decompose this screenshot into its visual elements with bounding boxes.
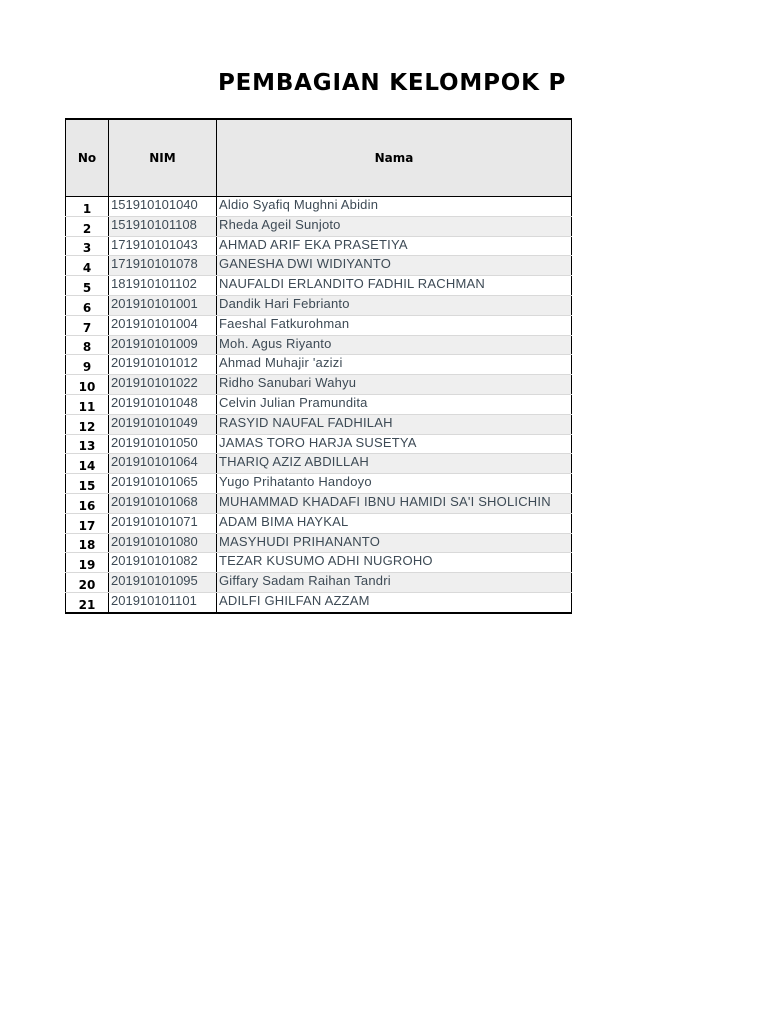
table-header (66, 119, 572, 197)
table-row (66, 553, 572, 573)
cell-no: 21 (66, 592, 109, 612)
cell-nama-text: TEZAR KUSUMO ADHI NUGROHO (219, 553, 433, 569)
cell-nama-text: Dandik Hari Febrianto (219, 295, 350, 311)
header-nama: Nama (217, 119, 572, 197)
header-nim: NIM (109, 119, 217, 197)
cell-nim: 201910101068 (109, 493, 217, 513)
cell-nim: 201910101004 (109, 315, 217, 335)
cell-nim: 201910101080 (109, 533, 217, 553)
cell-no: 18 (66, 533, 109, 553)
table-row (66, 592, 572, 612)
cell-nama (217, 414, 572, 434)
cell-nim: 201910101022 (109, 375, 217, 395)
table-row (66, 454, 572, 474)
cell-nim: 201910101082 (109, 553, 217, 573)
cell-nama-text: Ridho Sanubari Wahyu (219, 375, 357, 391)
cell-nama-text: AHMAD ARIF EKA PRASETIYA (219, 236, 408, 252)
cell-nama-text: Yugo Prihatanto Handoyo (219, 474, 372, 490)
cell-nama-text: MUHAMMAD KHADAFI IBNU HAMIDI SA'I SHOLICHIN (219, 493, 551, 509)
cell-nim: 201910101001 (109, 295, 217, 315)
table-row (66, 513, 572, 533)
cell-no: 17 (66, 513, 109, 533)
group-roster-table (65, 118, 572, 614)
cell-nama (217, 493, 572, 513)
cell-no: 7 (66, 315, 109, 335)
cell-nim: 171910101078 (109, 256, 217, 276)
cell-nama (217, 216, 572, 236)
cell-nim: 201910101065 (109, 474, 217, 494)
cell-nama (217, 553, 572, 573)
header-no: No (66, 119, 109, 197)
cell-nim: 201910101048 (109, 394, 217, 414)
cell-nim: 201910101012 (109, 355, 217, 375)
cell-nim: 201910101101 (109, 592, 217, 612)
cell-nim: 201910101049 (109, 414, 217, 434)
cell-nim: 151910101108 (109, 216, 217, 236)
table-row (66, 197, 572, 217)
cell-no: 5 (66, 276, 109, 296)
table-row (66, 295, 572, 315)
cell-nama-text: JAMAS TORO HARJA SUSETYA (219, 434, 417, 450)
cell-nim: 201910101050 (109, 434, 217, 454)
cell-no: 8 (66, 335, 109, 355)
cell-nama-text: RASYID NAUFAL FADHILAH (219, 414, 393, 430)
table-row (66, 414, 572, 434)
cell-nama-text: GANESHA DWI WIDIYANTO (219, 256, 392, 272)
table-row (66, 394, 572, 414)
cell-nama (217, 394, 572, 414)
cell-no: 14 (66, 454, 109, 474)
cell-no: 16 (66, 493, 109, 513)
cell-no: 20 (66, 573, 109, 593)
table-body (66, 197, 572, 613)
cell-nama-text: ADILFI GHILFAN AZZAM (219, 592, 370, 608)
cell-nama-text: Aldio Syafiq Mughni Abidin (219, 197, 379, 212)
cell-nama (217, 573, 572, 593)
cell-no: 4 (66, 256, 109, 276)
cell-nim: 181910101102 (109, 276, 217, 296)
cell-nim: 201910101095 (109, 573, 217, 593)
cell-nama-text: Celvin Julian Pramundita (219, 394, 368, 410)
cell-nama (217, 276, 572, 296)
cell-nama-text: Rheda Ageil Sunjoto (219, 216, 341, 232)
table-row (66, 474, 572, 494)
cell-nama (217, 256, 572, 276)
cell-nama (217, 236, 572, 256)
table-row (66, 335, 572, 355)
cell-nama (217, 295, 572, 315)
cell-nama (217, 592, 572, 612)
cell-nim: 201910101009 (109, 335, 217, 355)
cell-no: 3 (66, 236, 109, 256)
cell-nama (217, 434, 572, 454)
cell-nama (217, 335, 572, 355)
cell-nama-text: THARIQ AZIZ ABDILLAH (219, 454, 369, 470)
header-row (66, 119, 572, 197)
cell-nama-text: Faeshal Fatkurohman (219, 315, 350, 331)
cell-no: 12 (66, 414, 109, 434)
table-row (66, 533, 572, 553)
cell-no: 19 (66, 553, 109, 573)
cell-nama-text: ADAM BIMA HAYKAL (219, 513, 349, 529)
cell-nama (217, 375, 572, 395)
cell-nama-text: Giffary Sadam Raihan Tandri (219, 573, 391, 589)
cell-nama (217, 454, 572, 474)
cell-nama-text: Moh. Agus Riyanto (219, 335, 332, 351)
title-container (218, 66, 571, 100)
page-title: PEMBAGIAN KELOMPOK P (218, 70, 567, 96)
cell-no: 1 (66, 197, 109, 217)
cell-no: 6 (66, 295, 109, 315)
cell-nim: 201910101071 (109, 513, 217, 533)
cell-no: 13 (66, 434, 109, 454)
cell-nama (217, 355, 572, 375)
cell-nama (217, 474, 572, 494)
cell-nama (217, 513, 572, 533)
table-row (66, 434, 572, 454)
cell-no: 15 (66, 474, 109, 494)
cell-nim: 151910101040 (109, 197, 217, 217)
cell-no: 9 (66, 355, 109, 375)
cell-nama-text: Ahmad Muhajir 'azizi (219, 355, 343, 371)
cell-nama-text: NAUFALDI ERLANDITO FADHIL RACHMAN (219, 276, 485, 292)
cell-no: 11 (66, 394, 109, 414)
table-row (66, 216, 572, 236)
table-row (66, 276, 572, 296)
cell-nama (217, 197, 572, 217)
cell-nama-text: MASYHUDI PRIHANANTO (219, 533, 381, 549)
table-row (66, 355, 572, 375)
cell-no: 2 (66, 216, 109, 236)
cell-nama (217, 315, 572, 335)
table-row (66, 236, 572, 256)
table-row (66, 256, 572, 276)
table-row (66, 375, 572, 395)
table-row (66, 315, 572, 335)
cell-nim: 201910101064 (109, 454, 217, 474)
cell-no: 10 (66, 375, 109, 395)
cell-nama (217, 533, 572, 553)
cell-nim: 171910101043 (109, 236, 217, 256)
table-row (66, 573, 572, 593)
table-row (66, 493, 572, 513)
